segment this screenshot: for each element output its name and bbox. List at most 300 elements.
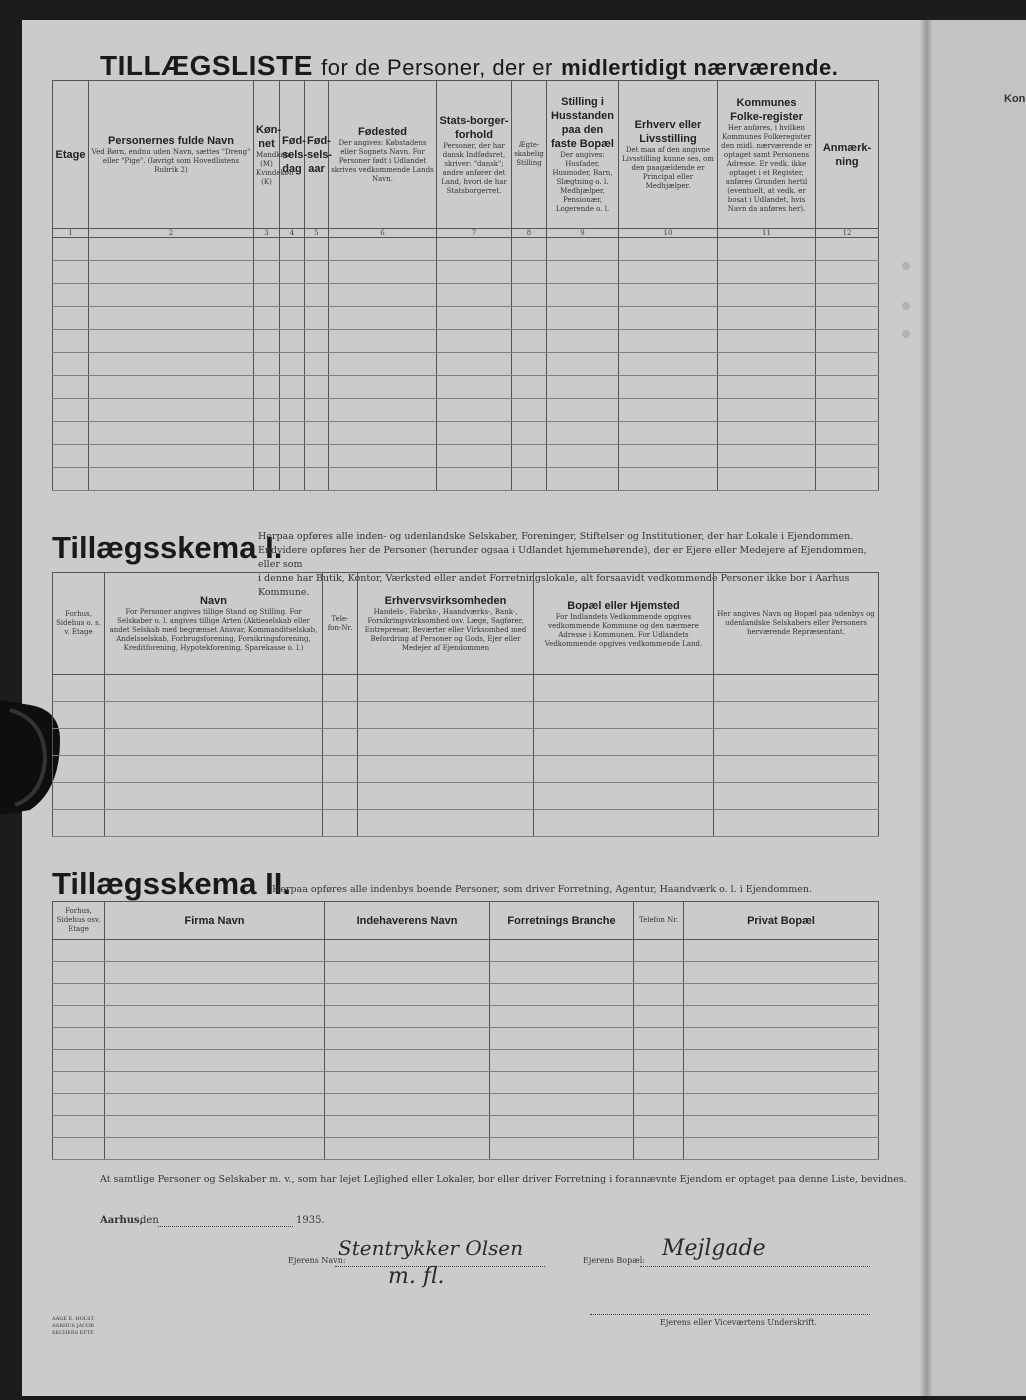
table-cell[interactable] [437,261,512,284]
table-cell[interactable] [329,399,437,422]
table-cell[interactable] [534,729,714,756]
table-row [53,284,879,307]
table-cell[interactable] [490,1006,634,1028]
table-cell[interactable] [358,810,534,837]
table-cell[interactable] [816,445,879,468]
table-cell[interactable] [619,399,718,422]
table-cell[interactable] [325,1094,490,1116]
table-row [53,399,879,422]
column-header-note: Der angives: Husfader, Husmoder, Barn, Slægtning o. l. Medhjælper, Pensionær, Logerende o. l. [552,151,613,213]
table-cell[interactable] [512,330,547,353]
table-cell[interactable] [305,284,329,307]
table-cell[interactable] [490,984,634,1006]
table-cell[interactable] [619,468,718,491]
table-cell[interactable] [718,307,816,330]
table-cell[interactable] [619,261,718,284]
column-header-title: Stilling i Husstanden paa den faste Bopæl [551,96,614,150]
table-cell[interactable] [512,399,547,422]
table-cell[interactable] [105,1094,325,1116]
table-cell[interactable] [490,1138,634,1160]
table-cell[interactable] [634,1006,684,1028]
table-cell[interactable] [325,962,490,984]
table-cell[interactable] [280,238,305,261]
table-cell[interactable] [305,307,329,330]
table-cell[interactable] [105,1116,325,1138]
table-cell[interactable] [490,1028,634,1050]
column-number: 4 [280,229,305,238]
column-header-note: Personer, der har dansk Indfødsret, skriver: "dansk"; andre anfører det Land, hvori de har Statsborgerret. [441,141,507,195]
table-cell[interactable] [280,445,305,468]
table-cell[interactable] [547,261,619,284]
column-header-title: Erhvervsvirksomheden [384,595,507,607]
column-header-note: Handels-, Fabriks-, Haandværks-, Bank-, Forsikringsvirksomhed osv. Læge, Sagfører, Entreprenør, Beværter eller Virksomhed med Befordring af Personer og Gods, Ejer eller Medejer af Ejendommen [364,608,527,652]
table-cell[interactable] [684,940,879,962]
table-cell[interactable] [323,783,358,810]
table-cell[interactable] [512,238,547,261]
column-header-note: Her anføres, i hvilken Kommunes Folkeregister den midl. nærværende er optaget samt Personens Adresse. Er vedk. ikke optaget i et Register, anføres Grunden hertil (eventuelt, at vedk. er bosat i Udlandet, hvis Navn da anføres her). [721,123,812,213]
table-cell[interactable] [53,1072,105,1094]
table-row [53,353,879,376]
table-cell[interactable] [634,1050,684,1072]
table-cell[interactable] [280,307,305,330]
schema1-description: Herpaa opføres alle inden- og udenlandske Selskaber, Foreninger, Stiftelser og Institutioner, der har Lokale i Ejendommen. Endvidere opføres her de Personer (herunder ogsaa i Udlandet hjemmehørende), der er Ejere eller Medejere af Ejendommen, eller som i denne har Butik, Kontor, Værksted eller andet Forretningslokale, alt forsaavidt vedkommende Personer ikke bor i Aarhus Kommune. [258,531,867,598]
table-cell[interactable] [634,1028,684,1050]
table-cell[interactable] [325,940,490,962]
table-cell[interactable] [684,1094,879,1116]
table-cell[interactable] [684,1116,879,1138]
table-cell[interactable] [684,1050,879,1072]
table-cell[interactable] [547,422,619,445]
table-cell[interactable] [105,756,323,783]
column-header-title: Erhverv eller Livsstilling [634,119,702,145]
table-cell[interactable] [105,1072,325,1094]
table-cell[interactable] [105,729,323,756]
table-row [53,729,879,756]
table-cell[interactable] [89,399,254,422]
date-line[interactable] [158,1226,293,1227]
table-row [53,261,879,284]
table-cell[interactable] [105,783,323,810]
table-cell[interactable] [634,1094,684,1116]
column-header-title: Fød-sels-aar [307,134,333,175]
table-cell[interactable] [547,330,619,353]
table-cell[interactable] [53,307,89,330]
column-header [105,902,325,940]
table-cell[interactable] [718,422,816,445]
table-cell[interactable] [634,1072,684,1094]
table-cell[interactable] [437,353,512,376]
table-cell[interactable] [547,238,619,261]
table-row [53,1050,879,1072]
table-cell[interactable] [53,330,89,353]
table-cell[interactable] [534,675,714,702]
table-cell[interactable] [619,284,718,307]
table-cell[interactable] [105,984,325,1006]
table-cell[interactable] [329,284,437,307]
table-cell[interactable] [512,353,547,376]
table-cell[interactable] [547,353,619,376]
table-cell[interactable] [512,468,547,491]
table-cell[interactable] [105,1050,325,1072]
table-cell[interactable] [305,445,329,468]
column-header-title: Stats-borger-forhold [439,114,509,141]
column-header [323,573,358,675]
owner-name-handwriting: Stentrykker Olsen [338,1236,524,1260]
table-row [53,376,879,399]
table-cell[interactable] [358,729,534,756]
column-header-note: Det maa af den angivne Livsstilling kunne ses, om den paagældende er Principal eller Medhjælper. [622,146,714,190]
schema2-title: Tillægsskema II. [52,866,291,901]
table-cell[interactable] [305,261,329,284]
table-row [53,422,879,445]
table-cell[interactable] [105,702,323,729]
column-header [534,573,714,675]
table-cell[interactable] [714,729,879,756]
column-header-title: Forretnings Branche [507,914,616,927]
table-cell[interactable] [512,422,547,445]
table-cell[interactable] [325,1138,490,1160]
table-cell[interactable] [437,445,512,468]
column-header-title: Bopæl eller Hjemsted [567,599,680,612]
year-label: 1935. [296,1215,325,1226]
table-cell[interactable] [325,1028,490,1050]
table-cell[interactable] [329,445,437,468]
table-cell[interactable] [280,468,305,491]
column-number: 1 [53,229,89,238]
table-cell[interactable] [254,468,280,491]
table-cell[interactable] [323,675,358,702]
table-cell[interactable] [718,284,816,307]
table-cell[interactable] [714,810,879,837]
table-cell[interactable] [89,376,254,399]
table-cell[interactable] [254,445,280,468]
table-cell[interactable] [254,353,280,376]
schema1-title: Tillægsskema I. [52,530,283,565]
column-header-note: For Indlandets Vedkommende opgives vedkommende Kommune og den nærmere Adresse i Kommunen. For Udlandets Vedkommende opgives vedkommende Land. [544,612,703,648]
column-header-title: Køn-net [256,123,282,150]
table-cell[interactable] [305,422,329,445]
column-header-note: For Personer angives tillige Stand og Stilling. For Selskaber o. l. angives tillige Arten (Aktieselskab eller andet Selskab med begrænset Ansvar, Kommanditselskab, Andelsselskab, Forbrugsforening, Forsikringsforening, Kreditforening, Hypotekforening, Sparekasse o. l.) [109,608,318,652]
table-cell[interactable] [634,1138,684,1160]
table-cell[interactable] [816,238,879,261]
table-cell[interactable] [329,330,437,353]
table-cell[interactable] [684,1028,879,1050]
table-cell[interactable] [437,238,512,261]
table-cell[interactable] [280,284,305,307]
table-cell[interactable] [280,422,305,445]
table-cell[interactable] [619,376,718,399]
column-number: 10 [619,229,718,238]
column-header [547,81,619,229]
table-cell[interactable] [512,284,547,307]
table-cell[interactable] [816,468,879,491]
table-row [53,330,879,353]
table-cell[interactable] [619,422,718,445]
table-cell[interactable] [718,353,816,376]
table-cell[interactable] [53,284,89,307]
table-cell[interactable] [323,702,358,729]
table-cell[interactable] [105,1028,325,1050]
table-cell[interactable] [512,376,547,399]
table-cell[interactable] [490,1050,634,1072]
table-cell[interactable] [358,756,534,783]
table-cell[interactable] [329,238,437,261]
column-header-title: Personernes fulde Navn [108,135,234,147]
table-cell[interactable] [718,330,816,353]
table-cell[interactable] [53,1028,105,1050]
table-cell[interactable] [105,810,323,837]
table-cell[interactable] [547,468,619,491]
table-cell[interactable] [816,284,879,307]
table-cell[interactable] [634,984,684,1006]
table-cell[interactable] [816,376,879,399]
column-header [89,81,254,229]
table-cell[interactable] [254,238,280,261]
table-cell[interactable] [89,445,254,468]
table-cell[interactable] [619,353,718,376]
table-cell[interactable] [718,261,816,284]
table-cell[interactable] [490,962,634,984]
table-cell[interactable] [619,445,718,468]
column-header-title: Fød-sels-dag [282,134,308,175]
table-cell[interactable] [684,1006,879,1028]
schema2-table [52,901,879,1160]
column-number: 8 [512,229,547,238]
table-cell[interactable] [53,1050,105,1072]
table-cell[interactable] [437,376,512,399]
table-cell[interactable] [816,399,879,422]
column-number: 7 [437,229,512,238]
table-cell[interactable] [329,376,437,399]
table-cell[interactable] [437,422,512,445]
table-cell[interactable] [490,1094,634,1116]
table-cell[interactable] [53,1116,105,1138]
column-header [329,81,437,229]
signature-line[interactable] [590,1314,870,1315]
table-cell[interactable] [684,962,879,984]
table-cell[interactable] [714,702,879,729]
table-cell[interactable] [53,984,105,1006]
column-header [619,81,718,229]
table-cell[interactable] [53,1006,105,1028]
table-cell[interactable] [490,1116,634,1138]
table-cell[interactable] [437,399,512,422]
table-cell[interactable] [816,422,879,445]
table-cell[interactable] [53,810,105,837]
table-cell[interactable] [254,376,280,399]
table-cell[interactable] [329,353,437,376]
adjacent-page [932,20,1026,1396]
owner-address-handwriting: Mejlgade [662,1236,766,1261]
table-cell[interactable] [254,307,280,330]
table-cell[interactable] [254,284,280,307]
table-cell[interactable] [437,307,512,330]
table-cell[interactable] [512,261,547,284]
table-cell[interactable] [634,962,684,984]
table-cell[interactable] [534,702,714,729]
table-cell[interactable] [634,940,684,962]
table-cell[interactable] [53,468,89,491]
owner-name-note-handwriting: m. fl. [388,1264,445,1289]
table-cell[interactable] [547,284,619,307]
table-cell[interactable] [53,261,89,284]
table-cell[interactable] [619,307,718,330]
column-header-note: Ved Børn, endnu uden Navn, sættes "Dreng" eller "Pige". (Iøvrigt som Hovedlistens Rubrik 2) [91,148,251,174]
table-cell[interactable] [619,330,718,353]
column-number: 9 [547,229,619,238]
table-cell[interactable] [280,376,305,399]
table-cell[interactable] [684,1072,879,1094]
column-header-note: Ægte-skabelig Stilling [514,141,544,167]
table-cell[interactable] [105,675,323,702]
table-cell[interactable] [89,330,254,353]
table-cell[interactable] [254,330,280,353]
table-cell[interactable] [490,1072,634,1094]
table-cell[interactable] [358,783,534,810]
table-cell[interactable] [305,376,329,399]
table-row [53,783,879,810]
table-cell[interactable] [53,675,105,702]
table-cell[interactable] [634,1116,684,1138]
table-cell[interactable] [53,238,89,261]
table-cell[interactable] [53,422,89,445]
table-cell[interactable] [512,307,547,330]
table-cell[interactable] [280,330,305,353]
table-cell[interactable] [89,422,254,445]
column-header [634,902,684,940]
table-cell[interactable] [89,353,254,376]
table-cell[interactable] [53,399,89,422]
table-cell[interactable] [437,468,512,491]
table-cell[interactable] [684,984,879,1006]
table-cell[interactable] [325,1116,490,1138]
table-cell[interactable] [323,729,358,756]
table-cell[interactable] [358,702,534,729]
column-header-note: Mandkøn (M) Kvindekøn (K) [256,150,294,186]
owner-name-label: Ejerens Navn: [288,1256,346,1265]
column-header [718,81,816,229]
table-cell[interactable] [305,399,329,422]
table-cell[interactable] [53,962,105,984]
table-cell[interactable] [53,702,105,729]
header-row [53,573,879,675]
table-cell[interactable] [325,1050,490,1072]
table-cell[interactable] [816,261,879,284]
table-cell[interactable] [105,1138,325,1160]
table-cell[interactable] [53,376,89,399]
city-label: Aarhus, [100,1215,144,1226]
table-cell[interactable] [718,468,816,491]
table-cell[interactable] [305,330,329,353]
table-cell[interactable] [323,810,358,837]
table-cell[interactable] [305,238,329,261]
table-cell[interactable] [718,399,816,422]
table-cell[interactable] [53,756,105,783]
schema1-table [52,572,879,837]
table-cell[interactable] [254,422,280,445]
table-cell[interactable] [53,1138,105,1160]
table-cell[interactable] [53,445,89,468]
table-cell[interactable] [547,307,619,330]
table-cell[interactable] [329,261,437,284]
table-cell[interactable] [714,756,879,783]
table-cell[interactable] [254,261,280,284]
table-cell[interactable] [718,445,816,468]
table-cell[interactable] [547,445,619,468]
table-cell[interactable] [534,810,714,837]
table-cell[interactable] [89,307,254,330]
column-header-note: Forhus, Sidehus o. s. v. Etage [56,610,101,636]
table-cell[interactable] [718,238,816,261]
table-cell[interactable] [437,330,512,353]
table-row [53,675,879,702]
table-cell[interactable] [89,468,254,491]
owner-address-line[interactable] [640,1266,870,1267]
table-cell[interactable] [254,399,280,422]
table-cell[interactable] [534,783,714,810]
column-header-note: Tele-fon-Nr. [327,614,353,632]
table-cell[interactable] [105,940,325,962]
table-cell[interactable] [53,940,105,962]
table-cell[interactable] [325,984,490,1006]
table-cell[interactable] [89,238,254,261]
table-cell[interactable] [547,399,619,422]
column-header [512,81,547,229]
column-header [53,902,105,940]
table-cell[interactable] [305,468,329,491]
table-cell[interactable] [305,353,329,376]
table-cell[interactable] [325,1006,490,1028]
table-cell[interactable] [105,1006,325,1028]
table-cell[interactable] [53,729,105,756]
table-cell[interactable] [53,353,89,376]
schema2-description: Herpaa opføres alle indenbys boende Personer, som driver Forretning, Agentur, Haandværk o. l. i Ejendommen. [272,884,812,895]
table-cell[interactable] [619,238,718,261]
table-cell[interactable] [280,261,305,284]
table-cell[interactable] [816,330,879,353]
table-cell[interactable] [718,376,816,399]
table-cell[interactable] [358,675,534,702]
table-cell[interactable] [89,284,254,307]
table-cell[interactable] [684,1138,879,1160]
table-cell[interactable] [325,1072,490,1094]
table-cell[interactable] [490,940,634,962]
table-cell[interactable] [53,1094,105,1116]
table-cell[interactable] [534,756,714,783]
table-cell[interactable] [512,445,547,468]
table-cell[interactable] [329,422,437,445]
table-cell[interactable] [329,468,437,491]
table-cell[interactable] [280,353,305,376]
table-cell[interactable] [816,353,879,376]
table-cell[interactable] [105,962,325,984]
table-cell[interactable] [323,756,358,783]
table-cell[interactable] [816,307,879,330]
column-header-title: Navn [200,595,227,607]
table-cell[interactable] [89,261,254,284]
column-header [714,573,879,675]
column-number-row [53,229,879,238]
table-cell[interactable] [714,783,879,810]
table-cell[interactable] [53,783,105,810]
table-cell[interactable] [329,307,437,330]
table-cell[interactable] [547,376,619,399]
table-cell[interactable] [437,284,512,307]
table-cell[interactable] [280,399,305,422]
column-header [280,81,308,229]
table-cell[interactable] [714,675,879,702]
column-header-title: Kommunes Folke-register [730,96,803,123]
